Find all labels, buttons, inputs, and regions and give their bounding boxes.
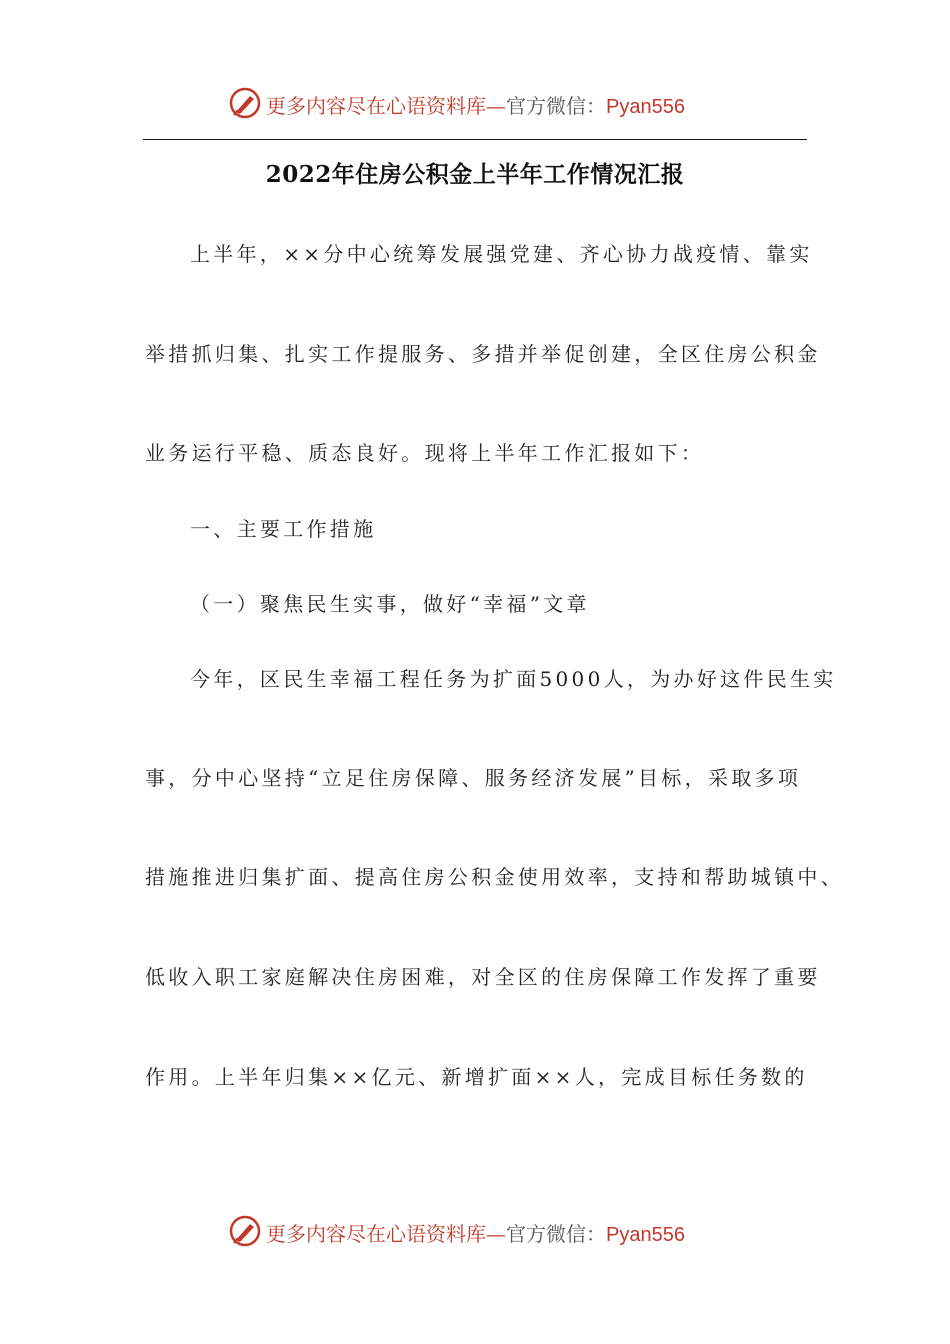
section-heading: 一、主要工作措施 bbox=[190, 517, 377, 541]
body-line: 措施推进归集扩面、提高住房公积金使用效率，支持和帮助城镇中、 bbox=[145, 865, 844, 889]
body-line: 作用。上半年归集××亿元、新增扩面××人，完成目标任务数的 bbox=[145, 1065, 808, 1089]
pen-circle-icon bbox=[228, 86, 262, 120]
footer-brand: 更多内容尽在心语资料库 bbox=[266, 1222, 486, 1246]
footer-text bbox=[266, 1218, 685, 1247]
body-line: 业务运行平稳、质态良好。现将上半年工作汇报如下： bbox=[145, 441, 705, 465]
body-line: 低收入职工家庭解决住房困难，对全区的住房保障工作发挥了重要 bbox=[145, 965, 821, 989]
body-line: 上半年，××分中心统筹发展强党建、齐心协力战疫情、靠实 bbox=[190, 242, 813, 266]
footer-contact-id: Pyan556 bbox=[606, 1224, 685, 1246]
footer-banner bbox=[0, 1212, 950, 1252]
header-divider bbox=[143, 139, 807, 140]
header-banner bbox=[0, 84, 950, 124]
footer-separator: — bbox=[486, 1222, 506, 1246]
footer-contact-label: 官方微信： bbox=[506, 1222, 606, 1246]
header-contact-id: Pyan556 bbox=[606, 96, 685, 118]
pen-circle-icon bbox=[228, 1214, 262, 1248]
body-line: 事，分中心坚持“立足住房保障、服务经济发展”目标，采取多项 bbox=[145, 766, 802, 790]
header-separator: — bbox=[486, 94, 506, 118]
subsection-heading: （一）聚焦民生实事，做好“幸福”文章 bbox=[190, 592, 590, 616]
body-line: 今年，区民生幸福工程任务为扩面5000人，为办好这件民生实 bbox=[190, 667, 837, 691]
body-line: 举措抓归集、扎实工作提服务、多措并举促创建，全区住房公积金 bbox=[145, 342, 821, 366]
document-title: 2022年住房公积金上半年工作情况汇报 bbox=[265, 161, 685, 188]
header-brand: 更多内容尽在心语资料库 bbox=[266, 94, 486, 118]
header-contact-label: 官方微信： bbox=[506, 94, 606, 118]
header-text bbox=[266, 90, 685, 119]
